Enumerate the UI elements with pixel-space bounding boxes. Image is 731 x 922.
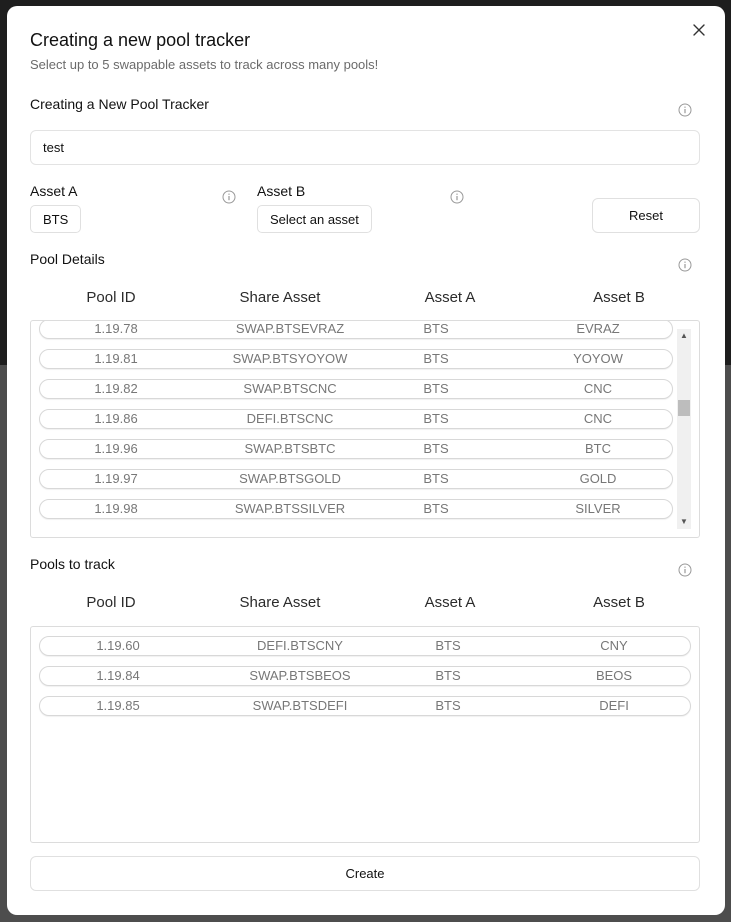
info-icon[interactable] [678,103,692,117]
table-row[interactable]: 1.19.60 DEFI.BTSCNY BTS CNY [39,636,691,656]
column-header-pool-id: Pool ID [86,289,136,306]
table-row[interactable]: 1.19.86 DEFI.BTSCNC BTS CNC [39,409,673,429]
table-row[interactable]: 1.19.85 SWAP.BTSDEFI BTS DEFI [39,696,691,716]
table-row[interactable]: 1.19.82 SWAP.BTSCNC BTS CNC [39,379,673,399]
table-row[interactable]: 1.19.97 SWAP.BTSGOLD BTS GOLD [39,469,673,489]
reset-button[interactable]: Reset [592,198,700,233]
pools-to-track-list[interactable] [30,626,700,843]
pool-details-label: Pool Details [30,251,105,267]
close-icon [689,20,709,40]
tracker-name-input[interactable] [30,130,700,165]
tracker-name-label: Creating a New Pool Tracker [30,96,209,112]
column-header-asset-b: Asset B [593,594,645,611]
table-row[interactable]: 1.19.78 SWAP.BTSEVRAZ BTS EVRAZ [39,320,673,339]
create-pool-tracker-dialog [7,6,725,915]
create-button[interactable]: Create [30,856,700,891]
table-row[interactable]: 1.19.84 SWAP.BTSBEOS BTS BEOS [39,666,691,686]
table-row[interactable]: 1.19.96 SWAP.BTSBTC BTS BTC [39,439,673,459]
column-header-share-asset: Share Asset [239,594,321,611]
column-header-asset-a: Asset A [424,594,476,611]
column-header-pool-id: Pool ID [86,594,136,611]
column-header-asset-b: Asset B [593,289,645,306]
info-icon[interactable] [450,190,464,204]
column-header-asset-a: Asset A [424,289,476,306]
select-asset-b-button[interactable]: Select an asset [257,205,372,233]
asset-b-label: Asset B [257,183,306,199]
pool-details-list[interactable] [30,320,700,538]
asset-a-label: Asset A [30,183,78,199]
dialog-title: Creating a new pool tracker [30,30,251,50]
pools-to-track-label: Pools to track [30,556,115,572]
info-icon[interactable] [678,563,692,577]
dialog-subtitle: Select up to 5 swappable assets to track across many pools! [30,57,379,72]
info-icon[interactable] [678,258,692,272]
scroll-down-icon[interactable]: ▼ [680,517,688,526]
scrollbar[interactable] [677,329,691,529]
column-header-share-asset: Share Asset [239,289,321,306]
scroll-up-icon[interactable]: ▲ [680,331,688,340]
table-row[interactable]: 1.19.81 SWAP.BTSYOYOW BTS YOYOW [39,349,673,369]
scrollbar-thumb[interactable] [678,400,690,416]
table-row[interactable]: 1.19.98 SWAP.BTSSILVER BTS SILVER [39,499,673,519]
close-button[interactable] [689,20,709,40]
asset-a-button[interactable]: BTS [30,205,81,233]
info-icon[interactable] [222,190,236,204]
